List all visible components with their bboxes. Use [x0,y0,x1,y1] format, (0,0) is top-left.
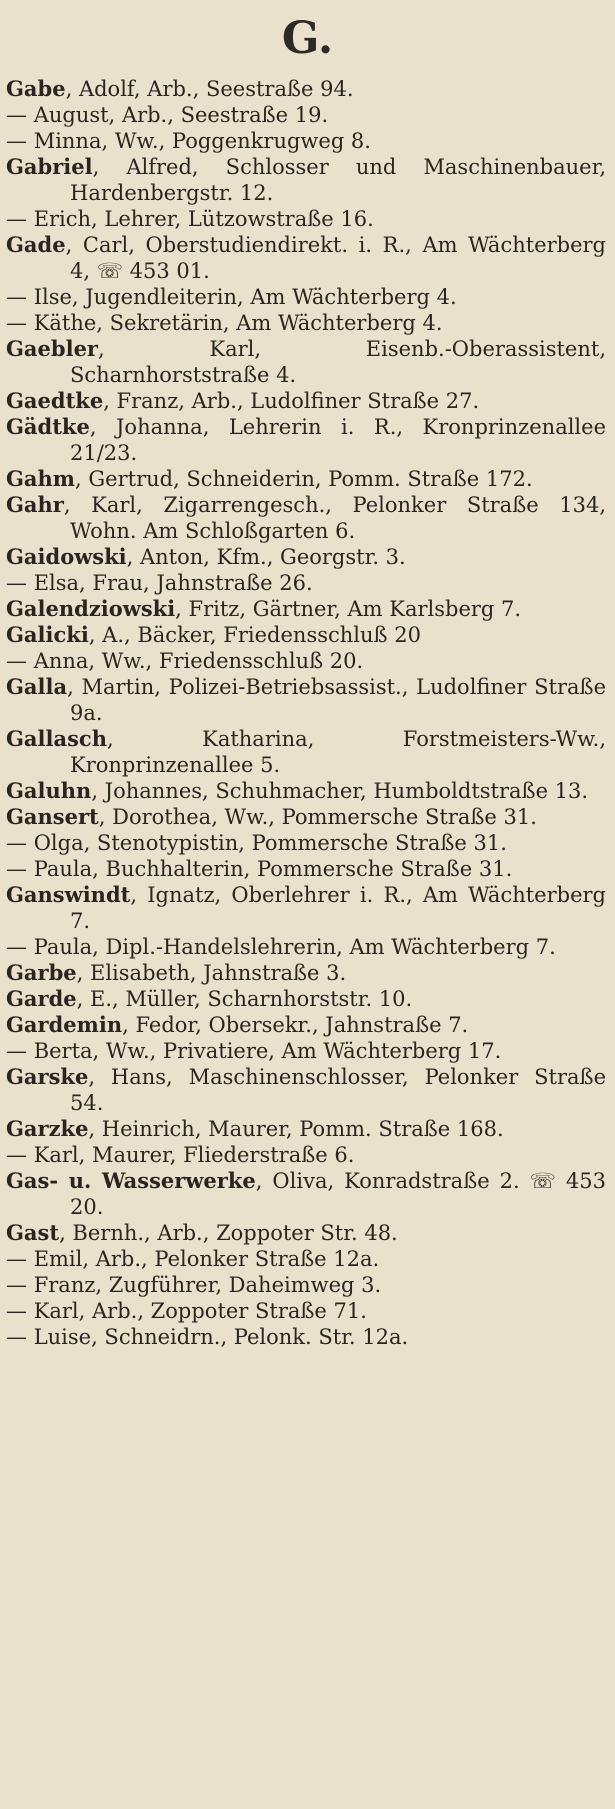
directory-entry [6,544,606,570]
directory-entry [6,310,606,336]
entry-details: Emil, Arb., Pelonker Straße 12a. [33,1247,380,1271]
entry-details: Berta, Ww., Privatiere, Am Wächterberg 17. [33,1039,502,1063]
entry-surname: Gädtke [6,414,90,439]
directory-entry [6,492,606,544]
entry-surname: Galicki [6,622,89,647]
continuation-dash: — [6,1325,34,1349]
continuation-dash: — [6,1273,34,1297]
entry-details: Erich, Lehrer, Lützowstraße 16. [33,207,374,231]
directory-entry [6,76,606,102]
continuation-dash: — [6,129,34,153]
directory-entry [6,388,606,414]
entry-details: Olga, Stenotypistin, Pommersche Straße 31. [33,831,507,855]
entry-details: , Carl, Oberstudiendirekt. i. R., Am Wächterberg 4, ☏ 453 01. [65,233,606,283]
entry-surname: Gabriel [6,154,93,179]
directory-entry [6,284,606,310]
entry-surname: Gaebler [6,336,98,361]
entry-details: , Alfred, Schlosser und Maschinenbauer, Hardenbergstr. 12. [70,155,606,205]
continuation-dash: — [6,207,34,231]
entry-details: , Bernh., Arb., Zoppoter Str. 48. [59,1221,398,1245]
directory-entry [6,466,606,492]
entry-surname: Gas- u. Wasserwerke [6,1168,256,1193]
entry-details: , Katharina, Forstmeisters-Ww., Kronprinzenallee 5. [70,727,606,777]
continuation-dash: — [6,649,34,673]
continuation-dash: — [6,831,34,855]
entry-details: , Ignatz, Oberlehrer i. R., Am Wächterberg 7. [70,883,606,933]
entry-surname: Gallasch [6,726,107,751]
entry-surname: Gaidowski [6,544,127,569]
continuation-dash: — [6,1039,34,1063]
continuation-dash: — [6,311,34,335]
entry-details: , Fedor, Obersekr., Jahnstraße 7. [122,1013,469,1037]
directory-entry [6,674,606,726]
entry-details: , Franz, Arb., Ludolfiner Straße 27. [103,389,480,413]
entry-surname: Galla [6,674,68,699]
directory-entry [6,128,606,154]
entry-surname: Garske [6,1064,89,1089]
continuation-dash: — [6,1143,34,1167]
entry-details: Luise, Schneidrn., Pelonk. Str. 12a. [33,1325,409,1349]
directory-entry [6,1220,606,1246]
entry-surname: Galendziowski [6,596,176,621]
directory-entry [6,726,606,778]
entry-surname: Garzke [6,1116,89,1141]
directory-entry [6,1298,606,1324]
entry-surname: Gaedtke [6,388,104,413]
continuation-dash: — [6,935,34,959]
directory-entry [6,778,606,804]
entry-details: , Elisabeth, Jahnstraße 3. [76,961,347,985]
directory-entry [6,1324,606,1350]
entry-details: Anna, Ww., Friedensschluß 20. [33,649,364,673]
directory-entry [6,414,606,466]
entry-surname: Gansert [6,804,99,829]
entry-surname: Gardemin [6,1012,123,1037]
directory-entry [6,154,606,206]
section-heading: G. [281,13,334,64]
entry-details: , Johannes, Schuhmacher, Humboldtstraße 13. [91,779,589,803]
directory-entry [6,1142,606,1168]
directory-entry [6,232,606,284]
entry-details: Ilse, Jugendleiterin, Am Wächterberg 4. [33,285,457,309]
entry-details: , Anton, Kfm., Georgstr. 3. [126,545,406,569]
entry-surname: Garde [6,986,77,1011]
entry-surname: Gabe [6,76,66,101]
directory-entry [6,1168,606,1220]
continuation-dash: — [6,571,34,595]
directory-entry [6,648,606,674]
entry-list [6,76,606,1350]
entry-surname: Galuhn [6,778,92,803]
entry-details: Minna, Ww., Poggenkrugweg 8. [33,129,371,153]
directory-entry [6,1272,606,1298]
directory-entry [6,856,606,882]
directory-entry [6,960,606,986]
entry-surname: Gade [6,232,66,257]
entry-details: , Adolf, Arb., Seestraße 94. [65,77,354,101]
entry-details: , Hans, Maschinenschlosser, Pelonker Straße 54. [70,1065,606,1115]
entry-details: , Heinrich, Maurer, Pomm. Straße 168. [88,1117,504,1141]
directory-entry [6,830,606,856]
directory-entry [6,934,606,960]
directory-entry [6,596,606,622]
entry-details: , Martin, Polizei-Betriebsassist., Ludolfiner Straße 9a. [67,675,606,725]
entry-details: Karl, Arb., Zoppoter Straße 71. [33,1299,367,1323]
entry-surname: Garbe [6,960,77,985]
entry-surname: Ganswindt [6,882,131,907]
directory-entry [6,102,606,128]
directory-entry [6,1064,606,1116]
directory-entry [6,882,606,934]
continuation-dash: — [6,285,34,309]
directory-entry [6,1012,606,1038]
entry-details: , Karl, Eisenb.-Oberassistent, Scharnhorststraße 4. [70,337,606,387]
entry-details: August, Arb., Seestraße 19. [33,103,329,127]
continuation-dash: — [6,103,34,127]
directory-entry [6,986,606,1012]
entry-details: , Johanna, Lehrerin i. R., Kronprinzenallee 21/23. [70,415,606,465]
directory-entry [6,1246,606,1272]
entry-surname: Gast [6,1220,60,1245]
entry-surname: Gahm [6,466,76,491]
entry-details: Karl, Maurer, Fliederstraße 6. [33,1143,355,1167]
continuation-dash: — [6,1247,34,1271]
continuation-dash: — [6,857,34,881]
entry-details: , Dorothea, Ww., Pommersche Straße 31. [98,805,537,829]
directory-entry [6,206,606,232]
entry-surname: Gahr [6,492,64,517]
entry-details: Elsa, Frau, Jahnstraße 26. [33,571,313,595]
directory-entry [6,1116,606,1142]
directory-entry [6,622,606,648]
continuation-dash: — [6,1299,34,1323]
directory-entry [6,336,606,388]
entry-details: Käthe, Sekretärin, Am Wächterberg 4. [33,311,443,335]
entry-details: , E., Müller, Scharnhorststr. 10. [76,987,413,1011]
directory-entry [6,804,606,830]
entry-details: , Fritz, Gärtner, Am Karlsberg 7. [175,597,522,621]
entry-details: , A., Bäcker, Friedensschluß 20 [88,623,421,647]
directory-entry [6,570,606,596]
entry-details: Paula, Dipl.-Handelslehrerin, Am Wächterberg 7. [33,935,556,959]
entry-details: Franz, Zugführer, Daheimweg 3. [33,1273,382,1297]
entry-details: , Karl, Zigarrengesch., Pelonker Straße 134, Wohn. Am Schloßgarten 6. [63,493,606,543]
entry-details: Paula, Buchhalterin, Pommersche Straße 31. [33,857,513,881]
entry-details: , Oliva, Konradstraße 2. ☏ 453 20. [70,1169,606,1219]
entry-details: , Gertrud, Schneiderin, Pomm. Straße 172. [75,467,533,491]
directory-entry [6,1038,606,1064]
